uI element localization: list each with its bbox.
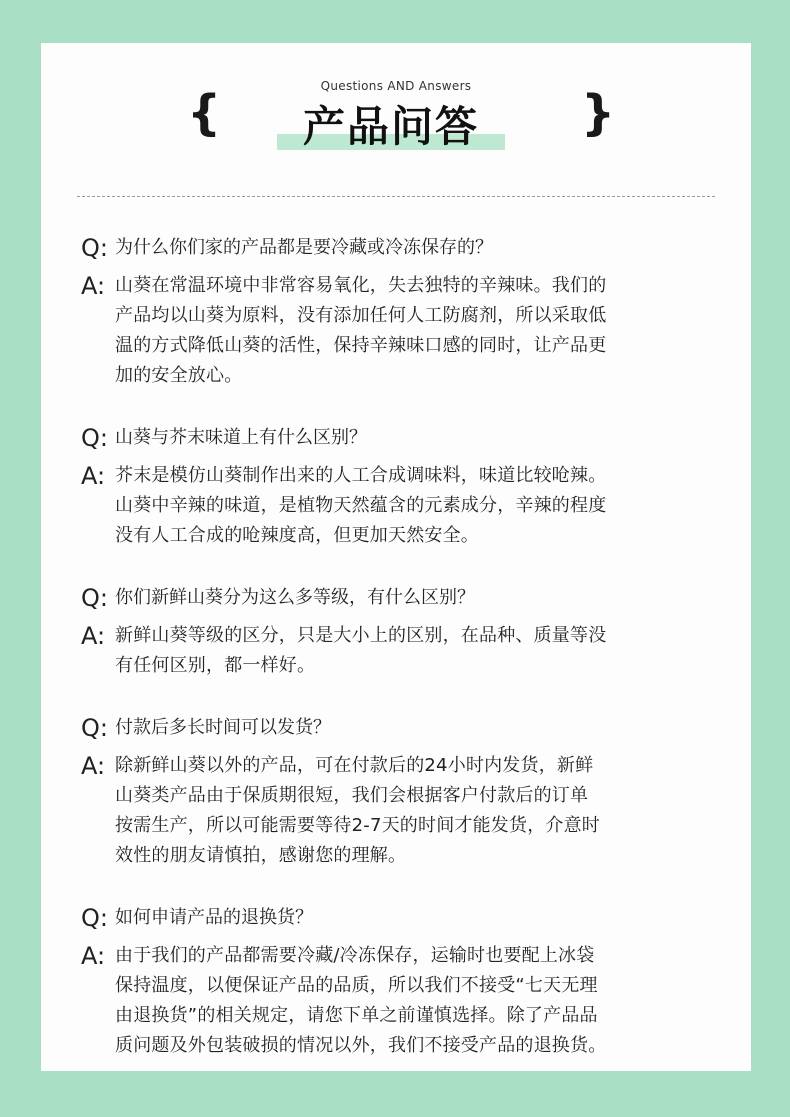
answer-marker: A:	[81, 462, 106, 490]
qa-item	[81, 713, 711, 871]
question-text: 山葵与芥末味道上有什么区别？	[115, 427, 367, 448]
left-brace-decoration: {	[187, 85, 222, 141]
question-marker: Q:	[81, 714, 108, 742]
answer-row	[81, 751, 711, 871]
answer-marker: A:	[81, 752, 106, 780]
page-title: 产品问答	[302, 102, 479, 151]
answer-line: 效性的朋友请慎拍，感谢您的理解。	[115, 845, 407, 866]
answer-line: 温的方式降低山葵的活性，保持辛辣味口感的同时，让产品更	[115, 335, 607, 356]
question-row	[81, 583, 711, 613]
answer-line: 由于我们的产品都需要冷藏/冷冻保存，运输时也要配上冰袋	[115, 945, 595, 966]
answer-line: 新鲜山葵等级的区分，只是大小上的区别，在品种、质量等没	[115, 625, 607, 646]
question-row	[81, 713, 711, 743]
answer-text	[115, 271, 606, 391]
qa-item	[81, 423, 711, 551]
question-marker: Q:	[81, 424, 108, 452]
answer-row	[81, 621, 711, 681]
question-text: 你们新鲜山葵分为这么多等级，有什么区别？	[115, 587, 475, 608]
question-text: 如何申请产品的退换货？	[115, 907, 313, 928]
qa-item	[81, 233, 711, 391]
answer-line: 加的安全放心。	[115, 365, 243, 386]
answer-text	[115, 461, 606, 551]
answer-row	[81, 941, 711, 1061]
question-text: 付款后多长时间可以发货？	[115, 717, 331, 738]
answer-text	[115, 621, 606, 681]
answer-line: 山葵在常温环境中非常容易氧化，失去独特的辛辣味。我们的	[115, 275, 607, 296]
question-marker: Q:	[81, 904, 108, 932]
answer-line: 山葵中辛辣的味道，是植物天然蕴含的元素成分，辛辣的程度	[115, 495, 607, 516]
answer-row	[81, 271, 711, 391]
question-row	[81, 903, 711, 933]
answer-line: 质问题及外包装破损的情况以外，我们不接受产品的退换货。	[115, 1035, 607, 1056]
question-marker: Q:	[81, 234, 108, 262]
answer-line: 产品均以山葵为原料，没有添加任何人工防腐剂，所以采取低	[115, 305, 607, 326]
question-row	[81, 423, 711, 453]
answer-text	[115, 941, 606, 1061]
question-row	[81, 233, 711, 263]
dashed-divider	[77, 196, 715, 197]
question-marker: Q:	[81, 584, 108, 612]
qa-item	[81, 903, 711, 1061]
answer-line: 山葵类产品由于保质期很短，我们会根据客户付款后的订单	[115, 785, 589, 806]
qa-item	[81, 583, 711, 681]
qa-list	[81, 233, 711, 1093]
answer-line: 按需生产，所以可能需要等待2-7天的时间才能发货，介意时	[115, 815, 600, 836]
title-block	[277, 99, 505, 155]
qa-card	[41, 43, 751, 1071]
question-text: 为什么你们家的产品都是要冷藏或冷冻保存的？	[115, 237, 493, 258]
answer-line: 芥末是模仿山葵制作出来的人工合成调味料，味道比较呛辣。	[115, 465, 607, 486]
right-brace-decoration: }	[581, 85, 616, 141]
answer-line: 除新鲜山葵以外的产品，可在付款后的24小时内发货，新鲜	[115, 755, 594, 776]
answer-line: 有任何区别，都一样好。	[115, 655, 316, 676]
answer-row	[81, 461, 711, 551]
answer-line: 由退换货”的相关规定，请您下单之前谨慎选择。除了产品品	[115, 1005, 598, 1026]
answer-text	[115, 751, 600, 871]
answer-marker: A:	[81, 622, 106, 650]
page-subtitle: Questions AND Answers	[320, 79, 472, 93]
answer-marker: A:	[81, 942, 106, 970]
answer-marker: A:	[81, 272, 106, 300]
answer-line: 保持温度，以便保证产品的品质，所以我们不接受“七天无理	[115, 975, 598, 996]
answer-line: 没有人工合成的呛辣度高，但更加天然安全。	[115, 525, 479, 546]
